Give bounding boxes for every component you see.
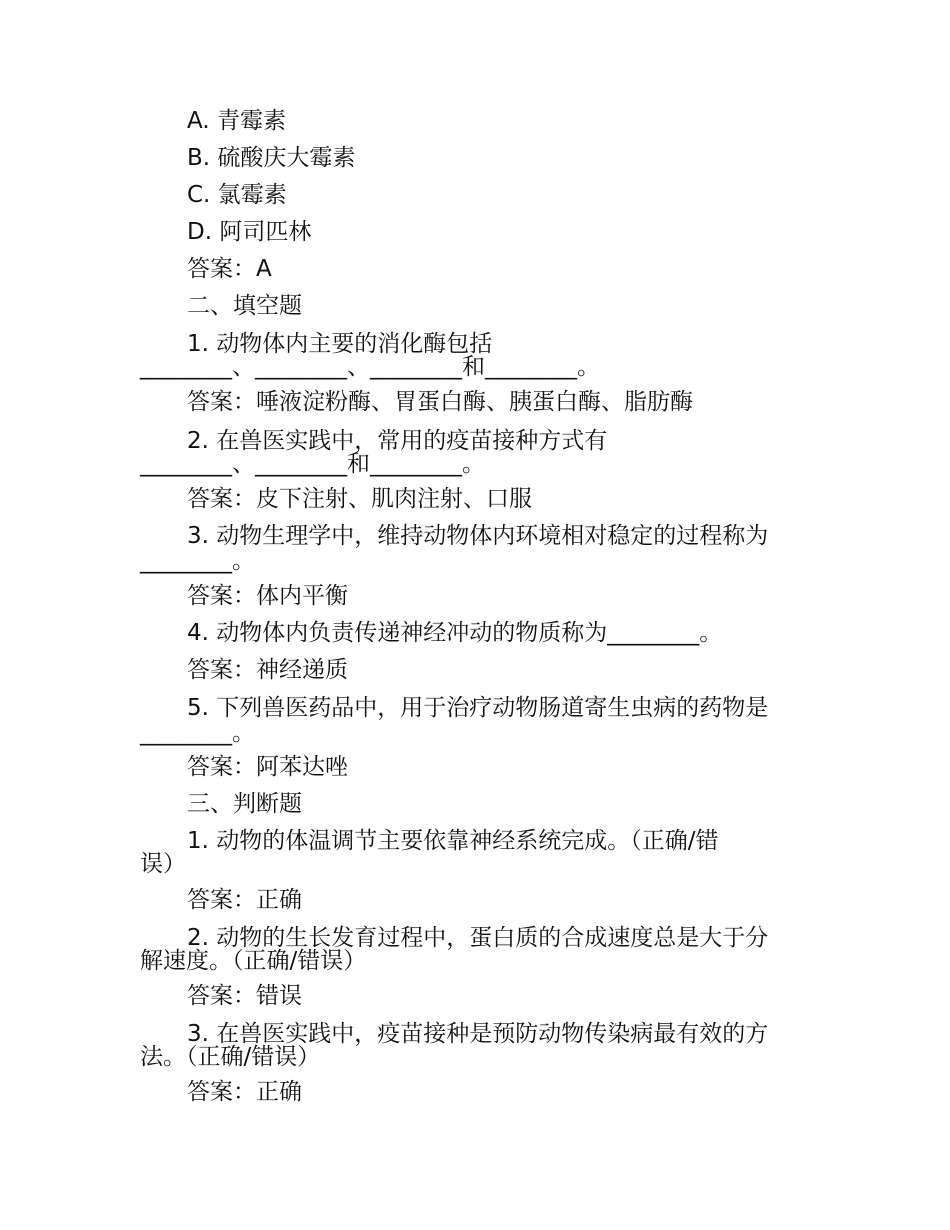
question-blanks: ________。 xyxy=(140,548,255,574)
option-c: C. 氯霉素 xyxy=(187,182,287,208)
question-text: 3. 动物生理学中，维持动物体内环境相对稳定的过程称为 xyxy=(187,523,769,549)
answer-line: 答案：A xyxy=(187,256,272,282)
section-heading-true-false: 三、判断题 xyxy=(187,791,302,817)
answer-line: 答案：皮下注射、肌肉注射、口服 xyxy=(187,486,532,512)
question-text: 1. 动物的体温调节主要依靠神经系统完成。（正确/错 xyxy=(187,828,719,854)
question-text: 2. 在兽医实践中，常用的疫苗接种方式有 xyxy=(187,428,608,454)
question-blanks: ________、________和________。 xyxy=(140,451,485,477)
answer-line: 答案：神经递质 xyxy=(187,657,348,683)
answer-line: 答案：正确 xyxy=(187,887,302,913)
question-text: 5. 下列兽医药品中，用于治疗动物肠道寄生虫病的药物是 xyxy=(187,695,769,721)
question-text: 4. 动物体内负责传递神经冲动的物质称为________。 xyxy=(187,620,723,646)
option-b: B. 硫酸庆大霉素 xyxy=(187,145,356,171)
answer-line: 答案：正确 xyxy=(187,1079,302,1105)
section-heading-fill-in: 二、填空题 xyxy=(187,293,302,319)
question-text-continued: 法。（正确/错误） xyxy=(140,1044,321,1070)
question-blanks: ________、________、________和________。 xyxy=(140,354,600,380)
question-text: 2. 动物的生长发育过程中，蛋白质的合成速度总是大于分 xyxy=(187,925,769,951)
question-text-continued: 解速度。（正确/错误） xyxy=(140,948,367,974)
answer-line: 答案：体内平衡 xyxy=(187,583,348,609)
question-blanks: ________。 xyxy=(140,720,255,746)
question-text-continued: 误） xyxy=(140,851,186,877)
question-text: 1. 动物体内主要的消化酶包括 xyxy=(187,331,493,357)
question-text: 3. 在兽医实践中，疫苗接种是预防动物传染病最有效的方 xyxy=(187,1021,769,1047)
answer-line: 答案：唾液淀粉酶、胃蛋白酶、胰蛋白酶、脂肪酶 xyxy=(187,389,693,415)
option-d: D. 阿司匹林 xyxy=(187,219,312,245)
answer-line: 答案：阿苯达唑 xyxy=(187,754,348,780)
option-a: A. 青霉素 xyxy=(187,108,286,134)
answer-line: 答案：错误 xyxy=(187,983,302,1009)
